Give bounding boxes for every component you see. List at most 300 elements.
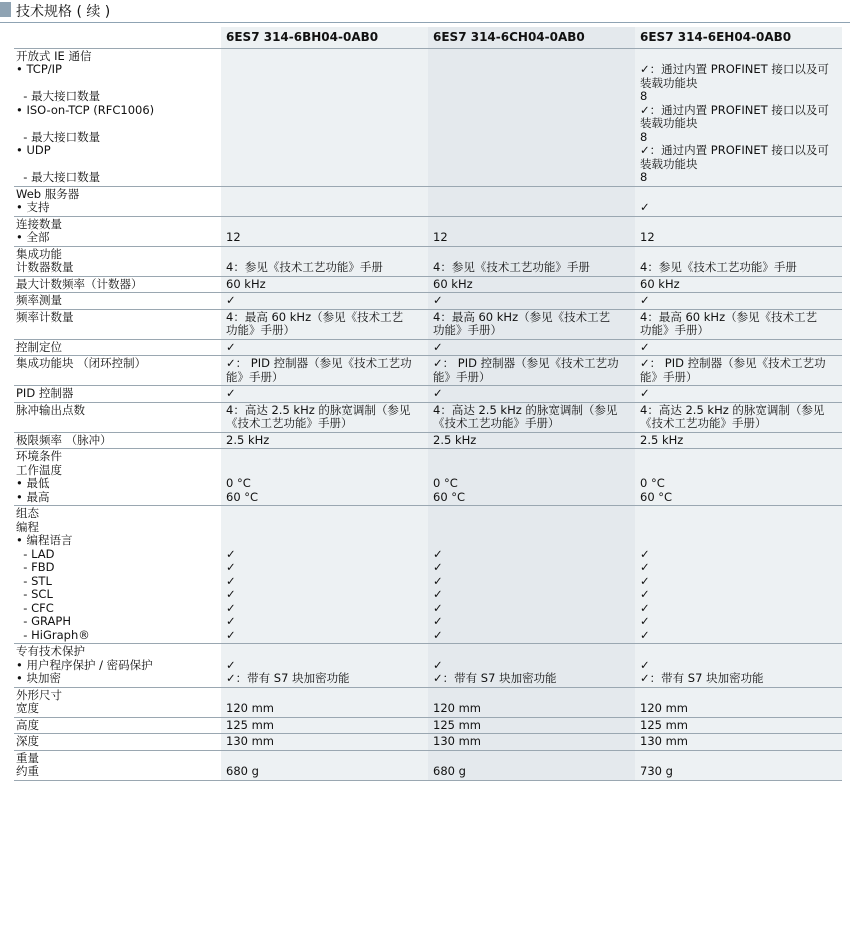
label-line: • 块加密 <box>16 671 61 685</box>
section-header <box>0 0 850 23</box>
table-row <box>14 247 842 277</box>
value-line: ✓： PID 控制器（参见《技术工艺功 <box>640 356 826 370</box>
value-line <box>433 534 635 548</box>
page-title: 技术规格 ( 续 ) <box>16 4 111 20</box>
value-cell <box>635 277 842 293</box>
value-line: 60 kHz <box>433 276 473 291</box>
label-line: 宽度 <box>16 701 39 715</box>
value-line <box>226 171 428 185</box>
value-line: ✓ <box>640 614 650 628</box>
value-line <box>226 201 428 215</box>
value-line: ✓ <box>433 386 443 400</box>
value-line: ✓ <box>433 600 443 615</box>
value-line: ✓ <box>640 573 650 588</box>
label-line: 集成功能 <box>16 246 62 261</box>
value-line: 《技术工艺功能》手册） <box>433 416 560 430</box>
value-cell <box>428 751 635 780</box>
value-line: 4：参见《技术工艺功能》手册 <box>226 260 383 274</box>
value-cell <box>635 751 842 780</box>
value-line: 装载功能块 <box>640 75 698 90</box>
row-label-cell <box>14 187 221 216</box>
value-line: 12 <box>433 230 448 244</box>
value-line: ✓：通过内置 PROFINET 接口以及可 <box>640 102 829 117</box>
value-cell <box>428 688 635 717</box>
value-line: 能》手册） <box>226 369 284 384</box>
value-line <box>226 464 428 478</box>
value-line: ✓ <box>226 600 236 615</box>
label-line: 环境条件 <box>16 449 62 463</box>
label-line: - 最大接口数量 <box>16 129 101 144</box>
value-line: ✓： PID 控制器（参见《技术工艺功 <box>226 356 412 370</box>
table-row <box>14 310 842 340</box>
table-row <box>14 644 842 688</box>
value-line: 0 °C <box>226 476 251 490</box>
label-line: • 最高 <box>16 489 50 504</box>
value-cell <box>635 449 842 505</box>
value-cell <box>428 403 635 432</box>
value-line: 12 <box>226 230 241 244</box>
value-line <box>226 63 428 77</box>
label-line: - FBD <box>16 560 55 574</box>
value-line: 4：参见《技术工艺功能》手册 <box>433 260 590 274</box>
value-cell <box>221 386 428 402</box>
value-line <box>433 248 635 262</box>
value-cell <box>635 688 842 717</box>
table-row <box>14 386 842 403</box>
value-line <box>226 158 428 172</box>
row-label-cell <box>14 49 221 186</box>
table-row <box>14 49 842 187</box>
header-cell-model-1: 6ES7 314-6BH04-0AB0 <box>221 27 428 48</box>
value-line <box>433 752 635 766</box>
value-line: ✓ <box>226 293 236 307</box>
value-cell <box>635 187 842 216</box>
value-line: 125 mm <box>640 717 689 732</box>
value-cell <box>428 449 635 505</box>
value-line <box>433 158 635 172</box>
value-line: 功能》手册） <box>640 323 709 337</box>
value-line <box>226 752 428 766</box>
label-line: 最大计数频率（计数器） <box>16 276 143 291</box>
value-cell <box>221 433 428 449</box>
label-line: PID 控制器 <box>16 386 74 400</box>
table-row <box>14 356 842 386</box>
table-header <box>14 27 842 49</box>
row-label-cell <box>14 433 221 449</box>
table-row <box>14 403 842 433</box>
row-label-cell <box>14 449 221 505</box>
value-cell <box>428 356 635 385</box>
value-line <box>640 50 842 64</box>
table-row <box>14 734 842 751</box>
value-line: ✓ <box>640 293 650 307</box>
value-line: ✓ <box>640 627 650 642</box>
row-label-cell <box>14 718 221 734</box>
value-line: 60 °C <box>226 489 259 504</box>
value-line: ✓ <box>433 560 443 574</box>
value-line: 12 <box>640 230 655 244</box>
table-row <box>14 187 842 217</box>
value-line <box>433 50 635 64</box>
table-row <box>14 293 842 310</box>
label-line: 频率计数量 <box>16 309 74 324</box>
value-cell <box>221 644 428 687</box>
table-row <box>14 217 842 247</box>
value-line: ✓：带有 S7 块加密功能 <box>226 671 350 685</box>
value-line: 730 g <box>640 764 673 778</box>
value-line: ✓ <box>433 614 443 628</box>
value-line: 《技术工艺功能》手册） <box>226 416 353 430</box>
value-cell <box>428 718 635 734</box>
value-line: 0 °C <box>433 476 458 490</box>
value-line <box>226 507 428 521</box>
label-line: - 最大接口数量 <box>16 170 101 184</box>
value-line: 4：高达 2.5 kHz 的脉宽调制（参见 <box>433 402 618 417</box>
header-cell-empty <box>14 27 221 48</box>
value-line: 680 g <box>433 764 466 778</box>
value-line <box>433 507 635 521</box>
value-cell <box>635 247 842 276</box>
label-line: - GRAPH <box>16 614 72 628</box>
value-line <box>433 131 635 145</box>
value-cell <box>635 340 842 356</box>
value-line <box>226 50 428 64</box>
value-line: ✓ <box>433 627 443 642</box>
value-line <box>226 248 428 262</box>
value-line: 130 mm <box>640 734 689 748</box>
label-line: • ISO-on-TCP (RFC1006) <box>16 102 155 117</box>
value-line: 2.5 kHz <box>433 432 477 447</box>
value-cell <box>221 340 428 356</box>
value-line: ✓ <box>640 546 650 561</box>
label-line: • 全部 <box>16 230 50 244</box>
value-cell <box>428 293 635 309</box>
value-line: ✓ <box>640 600 650 615</box>
label-line <box>16 324 221 338</box>
label-line: 计数器数量 <box>16 260 74 274</box>
value-line: ✓ <box>640 560 650 574</box>
value-cell <box>221 506 428 643</box>
value-line: ✓： PID 控制器（参见《技术工艺功 <box>433 356 619 370</box>
label-line: • TCP/IP <box>16 62 62 76</box>
header-cell-model-3: 6ES7 314-6EH04-0AB0 <box>635 27 842 48</box>
value-line <box>433 188 635 202</box>
table-row <box>14 449 842 506</box>
value-line <box>226 689 428 703</box>
value-line <box>433 201 635 215</box>
value-line: 4：参见《技术工艺功能》手册 <box>640 260 797 274</box>
value-line: ✓：带有 S7 块加密功能 <box>640 671 764 685</box>
value-line: 60 kHz <box>640 276 680 291</box>
label-line <box>16 371 221 385</box>
label-line: 开放式 IE 通信 <box>16 48 92 63</box>
value-line: 125 mm <box>226 717 275 732</box>
row-label-cell <box>14 356 221 385</box>
row-label-cell <box>14 247 221 276</box>
row-label-cell <box>14 644 221 687</box>
value-cell <box>221 356 428 385</box>
row-label-cell <box>14 386 221 402</box>
label-line: • 用户程序保护 / 密码保护 <box>16 657 153 672</box>
value-line: ✓ <box>640 657 650 672</box>
table-row <box>14 340 842 357</box>
row-label-cell <box>14 310 221 339</box>
value-cell <box>221 751 428 780</box>
value-line: 0 °C <box>640 476 665 490</box>
value-line <box>640 218 842 232</box>
label-line: • 最低 <box>16 476 50 490</box>
label-line <box>16 417 221 431</box>
value-line <box>226 117 428 131</box>
value-line: ✓：带有 S7 块加密功能 <box>433 671 557 685</box>
value-cell <box>221 734 428 750</box>
value-cell <box>221 293 428 309</box>
value-cell <box>428 644 635 687</box>
value-line <box>433 90 635 104</box>
label-line: 重量 <box>16 750 39 765</box>
value-line <box>433 117 635 131</box>
value-line <box>640 464 842 478</box>
value-line <box>640 752 842 766</box>
value-line: 60 °C <box>433 489 466 504</box>
value-line: ✓ <box>433 573 443 588</box>
label-line: • 支持 <box>16 200 50 214</box>
label-line: • 编程语言 <box>16 533 73 547</box>
value-line <box>433 464 635 478</box>
value-cell <box>221 187 428 216</box>
label-line: 控制定位 <box>16 339 62 354</box>
value-cell <box>428 277 635 293</box>
value-line <box>226 77 428 91</box>
value-line <box>226 521 428 535</box>
value-cell <box>221 688 428 717</box>
value-line <box>640 521 842 535</box>
row-label-cell <box>14 217 221 246</box>
value-cell <box>635 718 842 734</box>
value-line: 4：最高 60 kHz（参见《技术工艺 <box>433 309 611 324</box>
title-marker <box>0 2 11 17</box>
value-cell <box>221 403 428 432</box>
label-line <box>16 77 221 91</box>
value-cell <box>635 49 842 186</box>
label-line: 连接数量 <box>16 216 62 231</box>
value-line: 能》手册） <box>433 369 491 384</box>
value-cell <box>428 734 635 750</box>
label-line: 外形尺寸 <box>16 687 62 702</box>
value-line: ✓ <box>433 293 443 307</box>
value-line: ✓ <box>433 657 443 672</box>
value-line: ✓ <box>433 546 443 561</box>
label-line: 编程 <box>16 519 39 534</box>
label-line: 深度 <box>16 734 39 748</box>
row-label-cell <box>14 403 221 432</box>
value-cell <box>635 506 842 643</box>
value-cell <box>221 449 428 505</box>
row-label-cell <box>14 340 221 356</box>
value-line <box>433 689 635 703</box>
value-line <box>640 507 842 521</box>
value-line: ✓ <box>226 627 236 642</box>
value-line <box>226 218 428 232</box>
value-line <box>433 63 635 77</box>
value-line: ✓ <box>433 587 443 601</box>
value-line <box>433 77 635 91</box>
table-row <box>14 506 842 644</box>
value-line: ✓ <box>226 386 236 400</box>
value-line <box>226 144 428 158</box>
spec-table <box>14 27 842 781</box>
value-line <box>433 104 635 118</box>
value-line: ✓ <box>226 546 236 561</box>
value-cell <box>221 49 428 186</box>
label-line: • UDP <box>16 143 51 157</box>
value-line: 装载功能块 <box>640 156 698 171</box>
row-label-cell <box>14 506 221 643</box>
label-line <box>16 117 221 131</box>
value-line <box>433 171 635 185</box>
label-line: - CFC <box>16 600 54 615</box>
value-line: 60 kHz <box>226 276 266 291</box>
value-cell <box>635 293 842 309</box>
label-line: 专有技术保护 <box>16 644 85 658</box>
value-line: 60 °C <box>640 489 673 504</box>
value-line: 120 mm <box>640 701 689 715</box>
table-row <box>14 433 842 450</box>
value-line: ✓ <box>226 573 236 588</box>
value-cell <box>635 217 842 246</box>
value-cell <box>428 217 635 246</box>
value-line: 130 mm <box>226 734 275 748</box>
value-cell <box>428 49 635 186</box>
label-line: - HiGraph® <box>16 627 90 642</box>
label-line: 极限频率 （脉冲） <box>16 432 112 447</box>
value-line <box>226 534 428 548</box>
label-line: 组态 <box>16 506 39 520</box>
label-line: - STL <box>16 573 52 588</box>
value-cell <box>221 277 428 293</box>
header-cell-model-2: 6ES7 314-6CH04-0AB0 <box>428 27 635 48</box>
value-line: 装载功能块 <box>640 116 698 130</box>
value-line: 120 mm <box>433 701 482 715</box>
value-line <box>640 689 842 703</box>
value-line: ✓：通过内置 PROFINET 接口以及可 <box>640 62 829 76</box>
label-line: 频率测量 <box>16 293 62 307</box>
value-line <box>640 450 842 464</box>
label-line: Web 服务器 <box>16 186 80 201</box>
value-line: ✓ <box>640 200 650 214</box>
value-cell <box>428 340 635 356</box>
row-label-cell <box>14 293 221 309</box>
label-line: 集成功能块 （闭环控制） <box>16 356 147 370</box>
value-line: 4：最高 60 kHz（参见《技术工艺 <box>640 309 818 324</box>
value-line: 8 <box>640 89 648 103</box>
value-line <box>226 131 428 145</box>
row-label-cell <box>14 734 221 750</box>
value-cell <box>635 386 842 402</box>
value-line: 8 <box>640 129 648 144</box>
row-label-cell <box>14 751 221 780</box>
value-cell <box>635 734 842 750</box>
value-line <box>226 450 428 464</box>
value-line: ✓ <box>226 587 236 601</box>
table-row <box>14 277 842 294</box>
value-cell <box>428 247 635 276</box>
value-line <box>433 218 635 232</box>
value-line <box>640 248 842 262</box>
value-line: 125 mm <box>433 717 482 732</box>
label-line: - SCL <box>16 587 53 601</box>
value-line <box>640 645 842 659</box>
value-line: 《技术工艺功能》手册） <box>640 416 767 430</box>
value-cell <box>635 310 842 339</box>
value-line <box>433 645 635 659</box>
value-line <box>433 450 635 464</box>
row-label-cell <box>14 688 221 717</box>
value-line: 4：高达 2.5 kHz 的脉宽调制（参见 <box>226 402 411 417</box>
value-cell <box>221 247 428 276</box>
value-cell <box>635 644 842 687</box>
table-row <box>14 718 842 735</box>
value-cell <box>428 187 635 216</box>
value-line: 8 <box>640 170 648 184</box>
value-cell <box>221 310 428 339</box>
table-row <box>14 751 842 781</box>
value-line <box>226 188 428 202</box>
value-line <box>433 521 635 535</box>
value-cell <box>428 506 635 643</box>
value-cell <box>635 433 842 449</box>
value-line <box>640 188 842 202</box>
value-line: ✓：通过内置 PROFINET 接口以及可 <box>640 143 829 157</box>
value-line <box>226 104 428 118</box>
value-line <box>226 645 428 659</box>
value-cell <box>221 217 428 246</box>
value-line <box>640 534 842 548</box>
value-line: ✓ <box>640 587 650 601</box>
value-cell <box>221 718 428 734</box>
value-cell <box>635 403 842 432</box>
value-cell <box>635 356 842 385</box>
value-line: ✓ <box>226 657 236 672</box>
label-line: 工作温度 <box>16 462 62 477</box>
value-line: 680 g <box>226 764 259 778</box>
label-line: 脉冲输出点数 <box>16 402 85 417</box>
label-line <box>16 158 221 172</box>
value-line: 120 mm <box>226 701 275 715</box>
label-line: 约重 <box>16 764 39 778</box>
value-line: ✓ <box>640 386 650 400</box>
value-line: 4：最高 60 kHz（参见《技术工艺 <box>226 309 404 324</box>
value-line <box>433 144 635 158</box>
table-row <box>14 688 842 718</box>
label-line: 高度 <box>16 717 39 732</box>
value-line <box>226 90 428 104</box>
value-cell <box>428 310 635 339</box>
value-line: 130 mm <box>433 734 482 748</box>
value-line: 功能》手册） <box>433 323 502 337</box>
value-line: ✓ <box>226 614 236 628</box>
value-line: ✓ <box>226 560 236 574</box>
label-line: - 最大接口数量 <box>16 89 101 103</box>
value-line: ✓ <box>433 339 443 354</box>
value-line: 功能》手册） <box>226 323 295 337</box>
value-cell <box>428 386 635 402</box>
value-line: 能》手册） <box>640 369 698 384</box>
label-line: - LAD <box>16 546 55 561</box>
value-line: ✓ <box>640 339 650 354</box>
row-label-cell <box>14 277 221 293</box>
value-line: 2.5 kHz <box>226 432 270 447</box>
